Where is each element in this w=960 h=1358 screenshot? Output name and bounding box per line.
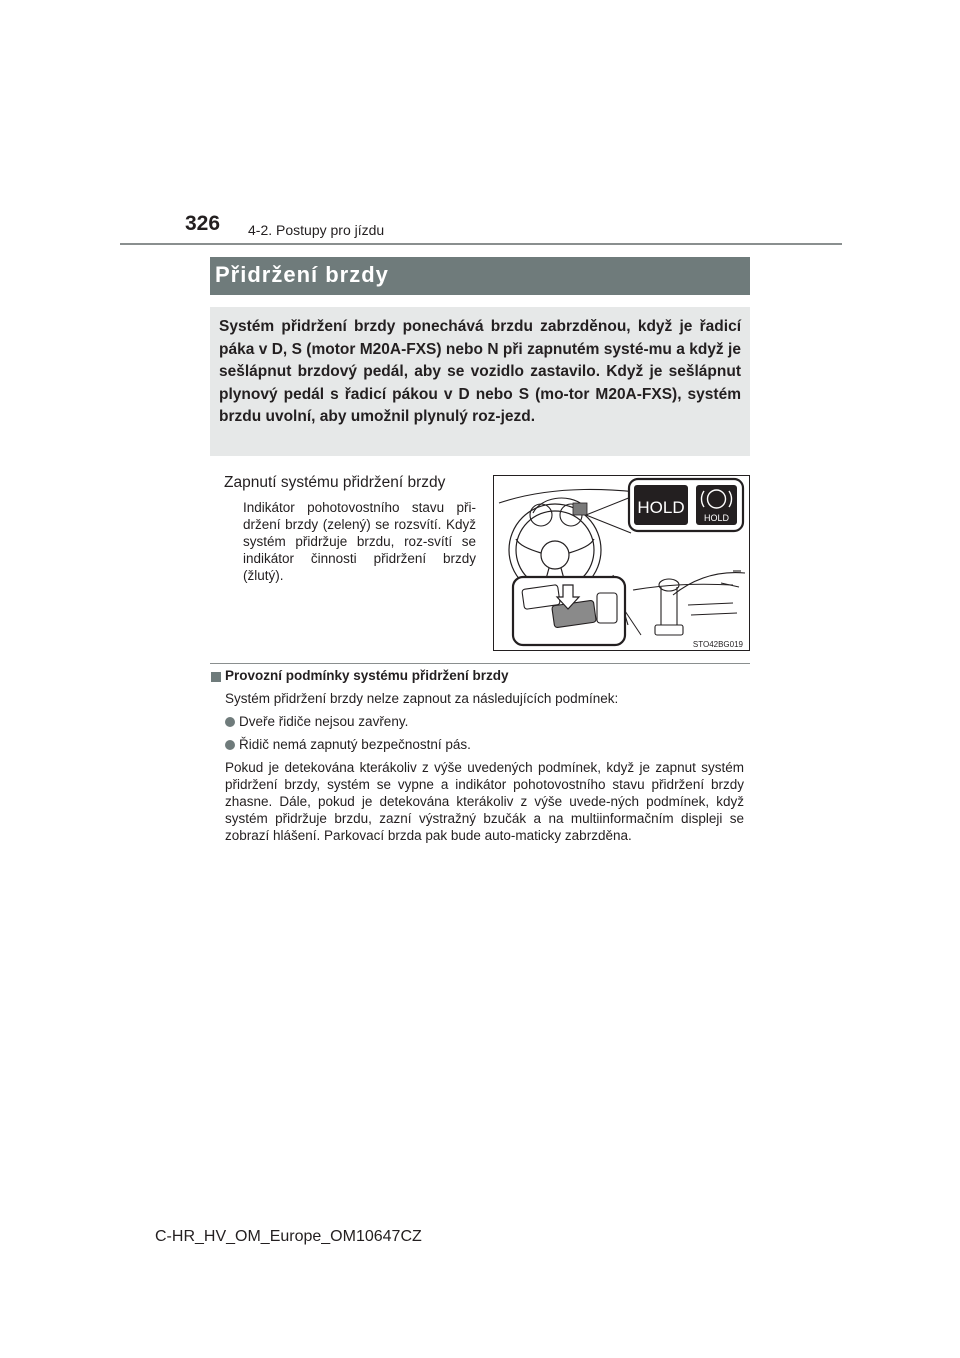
round-bullet-icon	[225, 740, 235, 750]
conditions-note: Pokud je detekována kterákoliv z výše uvedených podmínek, když je zapnut systém přidržení brzdy, systém se vypne a indikátor pohotovostního stavu přidržení brzdy zhasne. Dále, pokud je detekována kterákoliv z výše uvede-ných podmínek, když systém přidržuje brzdu, zazní výstražný bzučák a na multiinformačním displeji se zobrazí hlášení. Parkovací brzda pak bude auto-maticky zabrzděna.	[225, 760, 744, 843]
intro-box	[210, 307, 750, 456]
image-code: STO42BG019	[692, 640, 743, 649]
brake-hold-illustration	[493, 475, 750, 651]
list-item: Dveře řidiče nejsou zavřeny.	[239, 714, 409, 729]
intro-text: Systém přidržení brzdy ponechává brzdu zabrzděnou, když je řadicí páka v D, S (motor M20A-FXS) nebo N při zapnutém systé-mu a když je sešlápnut brzdový pedál, aby se vozidlo zastavilo. Když je sešlápnut plynový pedál s řadicí pákou v D nebo S (mo-tor M20A-FXS), systém brzdu uvolní, aby umožnil plynulý roz-jezd.	[219, 318, 741, 425]
list-item: Řidič nemá zapnutý bezpečnostní pás.	[239, 737, 471, 752]
hold-indicator-icon: HOLD	[637, 498, 685, 517]
running-header: 4-2. Postupy pro jízdu	[248, 222, 385, 238]
header-rule	[120, 243, 842, 245]
section-title-bar	[210, 257, 750, 295]
section-rule	[210, 663, 750, 664]
activation-heading: Zapnutí systému přidržení brzdy	[224, 474, 446, 491]
conditions-heading: Provozní podmínky systému přidržení brzdy	[225, 668, 509, 683]
page-number: 326	[185, 212, 221, 235]
conditions-lead: Systém přidržení brzdy nelze zapnout za následujících podmínek:	[225, 691, 619, 706]
activation-text: Indikátor pohotovostního stavu při-držení brzdy (zelený) se rozsvítí. Když systém přidržuje brzdu, roz-svítí se indikátor činnosti přidržení brzdy (žlutý).	[243, 500, 476, 583]
hold-icon-label: HOLD	[703, 513, 730, 523]
square-bullet-icon	[211, 672, 221, 682]
round-bullet-icon	[225, 717, 235, 727]
section-title: Přidržení brzdy	[215, 262, 389, 287]
document-code: C-HR_HV_OM_Europe_OM10647CZ	[155, 1228, 422, 1245]
